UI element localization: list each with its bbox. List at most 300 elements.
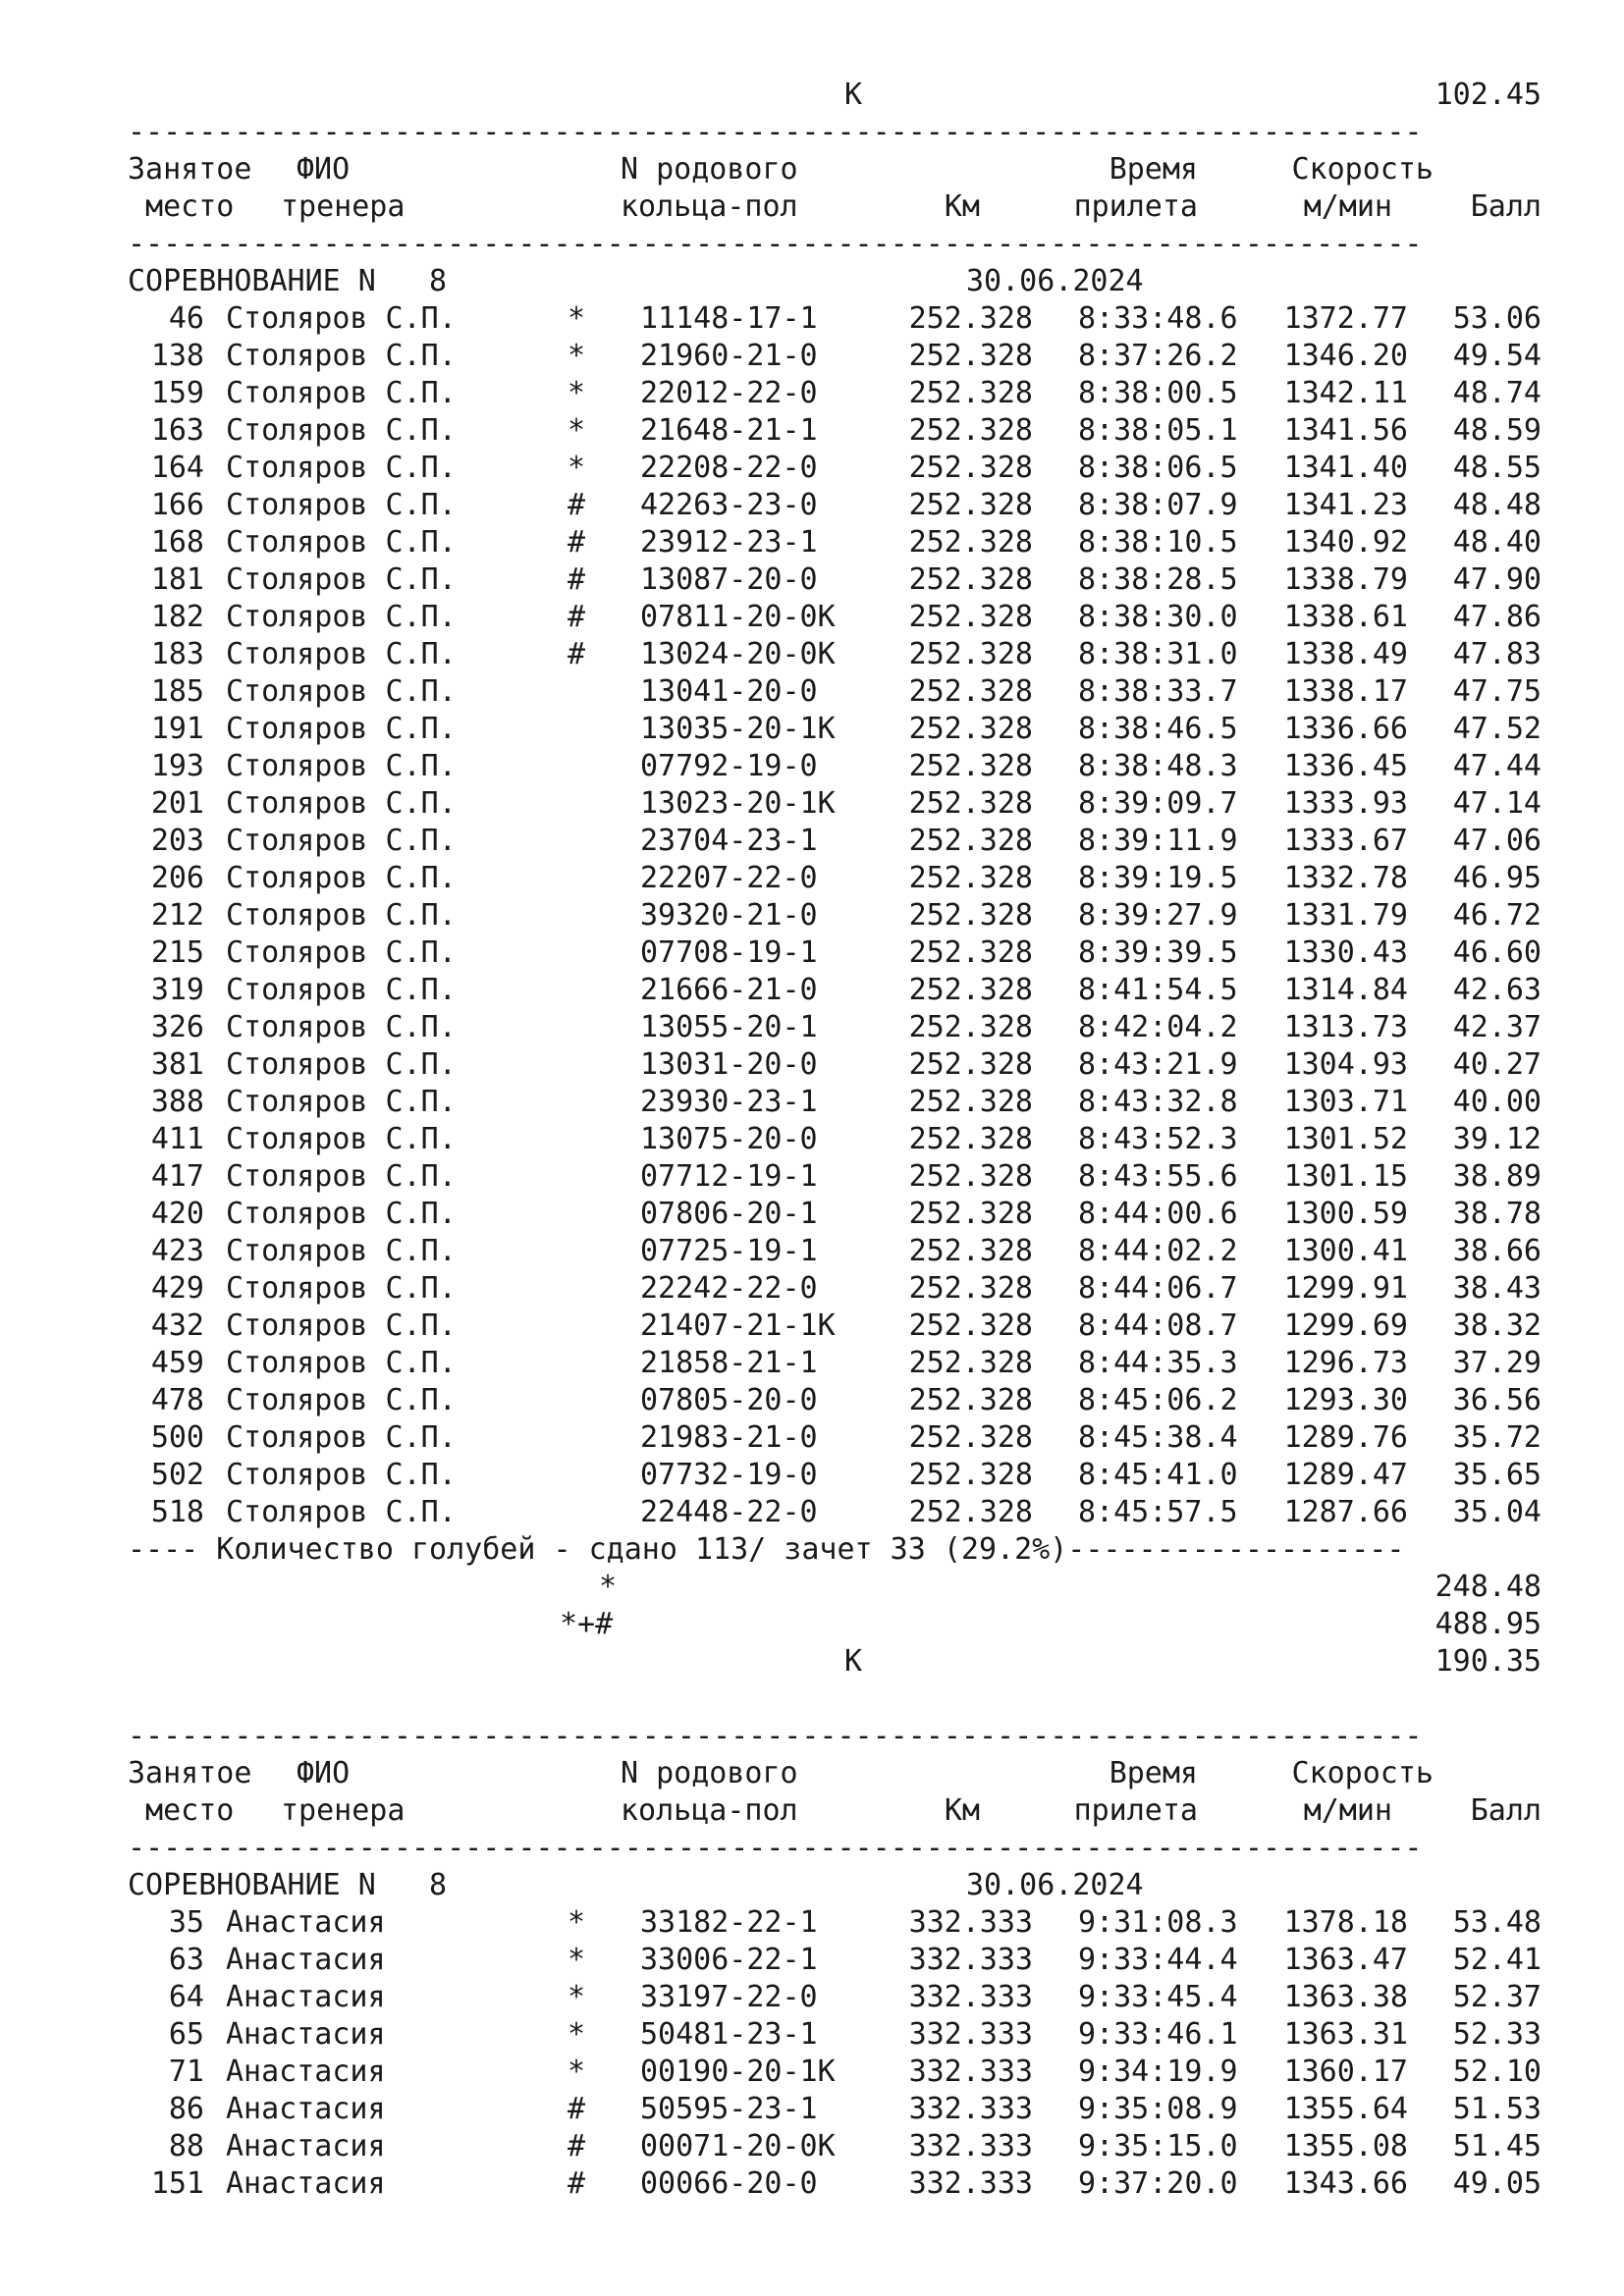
- score-cell: 42.63: [1452, 973, 1542, 1007]
- table-row: [128, 1121, 1542, 1158]
- trainer-name-cell: Столяров С.П.: [226, 339, 457, 373]
- pigeon-count-summary: [128, 1531, 1542, 1569]
- table-row: [128, 1009, 1542, 1046]
- header-fio: ФИО: [297, 152, 351, 187]
- arrival-time-cell: 8:38:05.1: [1078, 413, 1238, 448]
- header-rule-top: [128, 1718, 1542, 1755]
- mark-cell: #: [568, 525, 586, 560]
- arrival-time-cell: 8:38:46.5: [1078, 712, 1238, 746]
- km-cell: 252.328: [908, 1271, 1033, 1306]
- km-cell: 252.328: [908, 525, 1033, 560]
- ring-number-cell: 07708-19-1: [640, 935, 818, 970]
- trainer-name-cell: Столяров С.П.: [226, 861, 457, 895]
- km-cell: 252.328: [908, 935, 1033, 970]
- speed-cell: 1330.43: [1283, 935, 1408, 970]
- competition-line: [128, 1867, 1542, 1904]
- trainer-name-cell: Столяров С.П.: [226, 1346, 457, 1380]
- total-line: [128, 1606, 1542, 1643]
- place-cell: 502: [150, 1458, 204, 1492]
- trainer-name-cell: Столяров С.П.: [226, 1010, 457, 1044]
- km-cell: 252.328: [908, 376, 1033, 410]
- table-row: [128, 972, 1542, 1009]
- arrival-time-cell: 8:45:41.0: [1078, 1458, 1238, 1492]
- score-cell: 42.37: [1452, 1010, 1542, 1044]
- header-place: место: [128, 1793, 235, 1828]
- ring-number-cell: 00190-20-1К: [640, 2055, 836, 2089]
- arrival-time-cell: 8:33:48.6: [1078, 301, 1238, 336]
- trainer-name-cell: Столяров С.П.: [226, 1495, 457, 1529]
- speed-cell: 1303.71: [1283, 1085, 1408, 1119]
- ring-number-cell: 21983-21-0: [640, 1420, 818, 1455]
- speed-cell: 1338.79: [1283, 562, 1408, 597]
- ring-number-cell: 21666-21-0: [640, 973, 818, 1007]
- trainer-name-cell: Столяров С.П.: [226, 488, 457, 522]
- table-row: [128, 1084, 1542, 1121]
- table-row: [128, 2054, 1542, 2091]
- table-row: [128, 1494, 1542, 1531]
- speed-cell: 1343.66: [1283, 2166, 1408, 2201]
- ring-number-cell: 07792-19-0: [640, 749, 818, 783]
- score-cell: 47.14: [1452, 786, 1542, 821]
- trainer-name-cell: Анастасия: [226, 2166, 386, 2201]
- km-cell: 252.328: [908, 898, 1033, 933]
- total-value: 190.35: [1435, 1644, 1542, 1679]
- score-cell: 49.54: [1452, 339, 1542, 373]
- score-cell: 35.04: [1452, 1495, 1542, 1529]
- arrival-time-cell: 8:43:21.9: [1078, 1047, 1238, 1082]
- score-cell: 36.56: [1452, 1383, 1542, 1417]
- km-cell: 332.333: [908, 1905, 1033, 1940]
- arrival-time-cell: 8:39:19.5: [1078, 861, 1238, 895]
- place-cell: 151: [150, 2166, 204, 2201]
- mark-cell: *: [568, 2017, 586, 2052]
- total-label: K: [844, 1644, 863, 1679]
- trainer-name-cell: Анастасия: [226, 2092, 386, 2126]
- arrival-time-cell: 8:38:33.7: [1078, 674, 1238, 709]
- speed-cell: 1355.08: [1283, 2129, 1408, 2163]
- ring-number-cell: 22012-22-0: [640, 376, 818, 410]
- ring-number-cell: 07806-20-1: [640, 1197, 818, 1231]
- arrival-time-cell: 8:44:00.6: [1078, 1197, 1238, 1231]
- trainer-name-cell: Столяров С.П.: [226, 1047, 457, 1082]
- table-row: [128, 2165, 1542, 2203]
- ring-number-cell: 21648-21-1: [640, 413, 818, 448]
- score-cell: 46.95: [1452, 861, 1542, 895]
- score-cell: 48.48: [1452, 488, 1542, 522]
- km-cell: 252.328: [908, 1047, 1033, 1082]
- trainer-name-cell: Столяров С.П.: [226, 898, 457, 933]
- ring-number-cell: 42263-23-0: [640, 488, 818, 522]
- ring-number-cell: 22448-22-0: [640, 1495, 818, 1529]
- report-page: [128, 77, 1542, 2203]
- ring-number-cell: 13087-20-0: [640, 562, 818, 597]
- km-cell: 252.328: [908, 674, 1033, 709]
- ring-number-cell: 21960-21-0: [640, 339, 818, 373]
- table-row: [128, 1196, 1542, 1233]
- km-cell: 252.328: [908, 562, 1033, 597]
- table-row: [128, 1158, 1542, 1196]
- trainer-name-cell: Столяров С.П.: [226, 1420, 457, 1455]
- trainer-name-cell: Столяров С.П.: [226, 525, 457, 560]
- header-km: Км: [944, 189, 980, 224]
- trainer-name-cell: Анастасия: [226, 2129, 386, 2163]
- header-rule-bottom: [128, 1830, 1542, 1867]
- trainer-name-cell: Столяров С.П.: [226, 1458, 457, 1492]
- header-ring: N родового: [621, 1756, 798, 1790]
- place-cell: 206: [150, 861, 204, 895]
- header-rule-top: [128, 114, 1542, 151]
- arrival-time-cell: 9:33:46.1: [1078, 2017, 1238, 2052]
- ring-number-cell: 21407-21-1К: [640, 1308, 836, 1343]
- table-row: [128, 1233, 1542, 1270]
- table-row: [128, 338, 1542, 375]
- mark-cell: #: [568, 2092, 586, 2126]
- trainer-name-cell: Анастасия: [226, 2017, 386, 2052]
- table-row: [128, 748, 1542, 785]
- speed-cell: 1333.67: [1283, 824, 1408, 858]
- km-cell: 332.333: [908, 1943, 1033, 1977]
- place-cell: 459: [150, 1346, 204, 1380]
- score-cell: 48.40: [1452, 525, 1542, 560]
- arrival-time-cell: 8:38:48.3: [1078, 749, 1238, 783]
- mark-cell: *: [568, 1905, 586, 1940]
- table-row: [128, 785, 1542, 823]
- trainer-name-cell: Столяров С.П.: [226, 1159, 457, 1194]
- table-row: [128, 487, 1542, 524]
- table-row: [128, 300, 1542, 338]
- arrival-time-cell: 8:38:07.9: [1078, 488, 1238, 522]
- arrival-time-cell: 8:45:57.5: [1078, 1495, 1238, 1529]
- header-time: Время: [1109, 152, 1198, 187]
- table-row: [128, 2016, 1542, 2054]
- trainer-name-cell: Анастасия: [226, 2055, 386, 2089]
- score-cell: 51.45: [1452, 2129, 1542, 2163]
- arrival-time-cell: 9:33:44.4: [1078, 1943, 1238, 1977]
- ring-number-cell: 23704-23-1: [640, 824, 818, 858]
- mark-cell: *: [568, 1943, 586, 1977]
- trainer-name-cell: Столяров С.П.: [226, 973, 457, 1007]
- speed-cell: 1293.30: [1283, 1383, 1408, 1417]
- score-cell: 40.00: [1452, 1085, 1542, 1119]
- place-cell: 185: [150, 674, 204, 709]
- ring-number-cell: 07811-20-0К: [640, 600, 836, 634]
- header-speed: Скорость: [1291, 1756, 1434, 1790]
- total-label: *+#: [560, 1607, 614, 1641]
- table-row: [128, 860, 1542, 897]
- ring-number-cell: 33182-22-1: [640, 1905, 818, 1940]
- arrival-time-cell: 8:38:28.5: [1078, 562, 1238, 597]
- km-cell: 332.333: [908, 2166, 1033, 2201]
- trainer-name-cell: Столяров С.П.: [226, 1308, 457, 1343]
- place-cell: 65: [168, 2017, 204, 2052]
- ring-number-cell: 13031-20-0: [640, 1047, 818, 1082]
- mark-cell: *: [568, 376, 586, 410]
- place-cell: 181: [150, 562, 204, 597]
- header-ring: кольца-пол: [621, 1793, 798, 1828]
- km-cell: 332.333: [908, 2092, 1033, 2126]
- km-cell: 252.328: [908, 861, 1033, 895]
- arrival-time-cell: 8:39:27.9: [1078, 898, 1238, 933]
- table-row: [128, 599, 1542, 636]
- header-fio: ФИО: [297, 1756, 351, 1790]
- column-header-row: [128, 1755, 1542, 1792]
- speed-cell: 1300.41: [1283, 1234, 1408, 1268]
- arrival-time-cell: 9:34:19.9: [1078, 2055, 1238, 2089]
- place-cell: 191: [150, 712, 204, 746]
- mark-cell: *: [568, 413, 586, 448]
- speed-cell: 1338.61: [1283, 600, 1408, 634]
- place-cell: 163: [150, 413, 204, 448]
- header-score: Балл: [1470, 1793, 1542, 1828]
- speed-cell: 1340.92: [1283, 525, 1408, 560]
- ring-number-cell: 21858-21-1: [640, 1346, 818, 1380]
- km-cell: 252.328: [908, 786, 1033, 821]
- arrival-time-cell: 8:44:06.7: [1078, 1271, 1238, 1306]
- speed-cell: 1314.84: [1283, 973, 1408, 1007]
- trainer-name-cell: Столяров С.П.: [226, 1085, 457, 1119]
- table-row: [128, 1942, 1542, 1979]
- ring-number-cell: 33197-22-0: [640, 1980, 818, 2014]
- score-cell: 46.72: [1452, 898, 1542, 933]
- place-cell: 420: [150, 1197, 204, 1231]
- total-label: *: [599, 1570, 618, 1604]
- speed-cell: 1299.91: [1283, 1271, 1408, 1306]
- table-row: [128, 1046, 1542, 1084]
- place-cell: 193: [150, 749, 204, 783]
- competition-date: 30.06.2024: [966, 264, 1144, 298]
- score-cell: 53.48: [1452, 1905, 1542, 1940]
- mark-cell: #: [568, 600, 586, 634]
- score-cell: 47.86: [1452, 600, 1542, 634]
- table-row: [128, 1419, 1542, 1457]
- place-cell: 518: [150, 1495, 204, 1529]
- rule-dashes: -------------------------------------------------------------------------: [128, 115, 1423, 149]
- arrival-time-cell: 8:45:38.4: [1078, 1420, 1238, 1455]
- arrival-time-cell: 8:43:55.6: [1078, 1159, 1238, 1194]
- ring-number-cell: 00071-20-0К: [640, 2129, 836, 2163]
- ring-number-cell: 11148-17-1: [640, 301, 818, 336]
- arrival-time-cell: 8:38:30.0: [1078, 600, 1238, 634]
- trainer-name-cell: Анастасия: [226, 1943, 386, 1977]
- score-cell: 51.53: [1452, 2092, 1542, 2126]
- table-row: [128, 524, 1542, 561]
- trainer-name-cell: Столяров С.П.: [226, 712, 457, 746]
- place-cell: 215: [150, 935, 204, 970]
- table-row: [128, 412, 1542, 450]
- km-cell: 252.328: [908, 339, 1033, 373]
- km-cell: 332.333: [908, 1980, 1033, 2014]
- ring-number-cell: 00066-20-0: [640, 2166, 818, 2201]
- km-cell: 252.328: [908, 1495, 1033, 1529]
- ring-number-cell: 50481-23-1: [640, 2017, 818, 2052]
- header-fio: тренера: [281, 189, 406, 224]
- score-cell: 48.55: [1452, 451, 1542, 485]
- trainer-name-cell: Столяров С.П.: [226, 301, 457, 336]
- score-cell: 48.74: [1452, 376, 1542, 410]
- score-cell: 52.41: [1452, 1943, 1542, 1977]
- score-cell: 40.27: [1452, 1047, 1542, 1082]
- ring-number-cell: 33006-22-1: [640, 1943, 818, 1977]
- km-cell: 252.328: [908, 1122, 1033, 1156]
- score-cell: 38.32: [1452, 1308, 1542, 1343]
- total-value: 488.95: [1435, 1607, 1542, 1641]
- header-ring: N родового: [621, 152, 798, 187]
- arrival-time-cell: 8:38:31.0: [1078, 637, 1238, 671]
- score-cell: 35.65: [1452, 1458, 1542, 1492]
- arrival-time-cell: 8:41:54.5: [1078, 973, 1238, 1007]
- km-cell: 252.328: [908, 973, 1033, 1007]
- header-speed: Скорость: [1291, 152, 1434, 187]
- table-row: [128, 450, 1542, 487]
- table-row: [128, 1345, 1542, 1382]
- score-cell: 38.89: [1452, 1159, 1542, 1194]
- ring-number-cell: 13055-20-1: [640, 1010, 818, 1044]
- arrival-time-cell: 8:43:32.8: [1078, 1085, 1238, 1119]
- trainer-name-cell: Столяров С.П.: [226, 674, 457, 709]
- place-cell: 63: [168, 1943, 204, 1977]
- ring-number-cell: 13075-20-0: [640, 1122, 818, 1156]
- table-row: [128, 1979, 1542, 2016]
- km-cell: 252.328: [908, 1234, 1033, 1268]
- competition-date: 30.06.2024: [966, 1868, 1144, 1902]
- mark-cell: #: [568, 2166, 586, 2201]
- km-cell: 332.333: [908, 2129, 1033, 2163]
- header-score: Балл: [1470, 189, 1542, 224]
- arrival-time-cell: 8:39:39.5: [1078, 935, 1238, 970]
- coefficient-marker: K: [844, 78, 863, 112]
- km-cell: 252.328: [908, 1197, 1033, 1231]
- score-cell: 47.90: [1452, 562, 1542, 597]
- table-row: [128, 1457, 1542, 1494]
- km-cell: 332.333: [908, 2055, 1033, 2089]
- score-cell: 39.12: [1452, 1122, 1542, 1156]
- place-cell: 388: [150, 1085, 204, 1119]
- km-cell: 252.328: [908, 1159, 1033, 1194]
- trainer-name-cell: Столяров С.П.: [226, 1271, 457, 1306]
- ring-number-cell: 22242-22-0: [640, 1271, 818, 1306]
- column-header-row: [128, 151, 1542, 188]
- arrival-time-cell: 8:37:26.2: [1078, 339, 1238, 373]
- top-coefficient-line: [128, 77, 1542, 114]
- km-cell: 252.328: [908, 451, 1033, 485]
- header-speed: м/мин: [1303, 1793, 1392, 1828]
- place-cell: 182: [150, 600, 204, 634]
- score-cell: 52.33: [1452, 2017, 1542, 2052]
- table-row: [128, 1270, 1542, 1308]
- competition-label: СОРЕВНОВАНИЕ N 8: [128, 264, 448, 298]
- place-cell: 203: [150, 824, 204, 858]
- km-cell: 252.328: [908, 1420, 1033, 1455]
- speed-cell: 1313.73: [1283, 1010, 1408, 1044]
- trainer-name-cell: Столяров С.П.: [226, 600, 457, 634]
- arrival-time-cell: 9:31:08.3: [1078, 1905, 1238, 1940]
- speed-cell: 1300.59: [1283, 1197, 1408, 1231]
- trainer-name-cell: Столяров С.П.: [226, 1197, 457, 1231]
- place-cell: 168: [150, 525, 204, 560]
- trainer-name-cell: Столяров С.П.: [226, 1234, 457, 1268]
- score-cell: 37.29: [1452, 1346, 1542, 1380]
- ring-number-cell: 13035-20-1К: [640, 712, 836, 746]
- trainer-name-cell: Столяров С.П.: [226, 749, 457, 783]
- arrival-time-cell: 8:43:52.3: [1078, 1122, 1238, 1156]
- place-cell: 35: [168, 1905, 204, 1940]
- km-cell: 252.328: [908, 1308, 1033, 1343]
- table-row: [128, 711, 1542, 748]
- speed-cell: 1338.17: [1283, 674, 1408, 709]
- ring-number-cell: 13024-20-0К: [640, 637, 836, 671]
- mark-cell: *: [568, 301, 586, 336]
- arrival-time-cell: 8:42:04.2: [1078, 1010, 1238, 1044]
- header-place: Занятое: [128, 1756, 252, 1790]
- km-cell: 252.328: [908, 1085, 1033, 1119]
- place-cell: 381: [150, 1047, 204, 1082]
- speed-cell: 1332.78: [1283, 861, 1408, 895]
- header-ring: кольца-пол: [621, 189, 798, 224]
- score-cell: 47.83: [1452, 637, 1542, 671]
- ring-number-cell: 07725-19-1: [640, 1234, 818, 1268]
- score-cell: 52.10: [1452, 2055, 1542, 2089]
- score-cell: 47.44: [1452, 749, 1542, 783]
- speed-cell: 1341.23: [1283, 488, 1408, 522]
- speed-cell: 1296.73: [1283, 1346, 1408, 1380]
- mark-cell: #: [568, 2129, 586, 2163]
- km-cell: 252.328: [908, 1010, 1033, 1044]
- speed-cell: 1333.93: [1283, 786, 1408, 821]
- mark-cell: *: [568, 2055, 586, 2089]
- speed-cell: 1336.45: [1283, 749, 1408, 783]
- arrival-time-cell: 8:38:06.5: [1078, 451, 1238, 485]
- score-cell: 48.59: [1452, 413, 1542, 448]
- header-time: прилета: [1073, 189, 1198, 224]
- trainer-name-cell: Столяров С.П.: [226, 451, 457, 485]
- km-cell: 252.328: [908, 712, 1033, 746]
- km-cell: 252.328: [908, 1458, 1033, 1492]
- rule-dashes: -------------------------------------------------------------------------: [128, 227, 1423, 261]
- header-time: Время: [1109, 1756, 1198, 1790]
- speed-cell: 1304.93: [1283, 1047, 1408, 1082]
- trainer-name-cell: Столяров С.П.: [226, 376, 457, 410]
- column-header-row: [128, 1792, 1542, 1830]
- place-cell: 86: [168, 2092, 204, 2126]
- header-km: Км: [944, 1793, 980, 1828]
- speed-cell: 1342.11: [1283, 376, 1408, 410]
- score-cell: 38.43: [1452, 1271, 1542, 1306]
- score-cell: 47.75: [1452, 674, 1542, 709]
- arrival-time-cell: 8:44:08.7: [1078, 1308, 1238, 1343]
- mark-cell: *: [568, 1980, 586, 2014]
- place-cell: 183: [150, 637, 204, 671]
- place-cell: 326: [150, 1010, 204, 1044]
- header-speed: м/мин: [1303, 189, 1392, 224]
- speed-cell: 1299.69: [1283, 1308, 1408, 1343]
- place-cell: 71: [168, 2055, 204, 2089]
- place-cell: 159: [150, 376, 204, 410]
- mark-cell: #: [568, 562, 586, 597]
- place-cell: 429: [150, 1271, 204, 1306]
- competition-line: [128, 263, 1542, 300]
- km-cell: 252.328: [908, 301, 1033, 336]
- score-cell: 35.72: [1452, 1420, 1542, 1455]
- speed-cell: 1301.52: [1283, 1122, 1408, 1156]
- competition-label: СОРЕВНОВАНИЕ N 8: [128, 1868, 448, 1902]
- table-row: [128, 934, 1542, 972]
- ring-number-cell: 13023-20-1К: [640, 786, 836, 821]
- table-row: [128, 2128, 1542, 2165]
- speed-cell: 1378.18: [1283, 1905, 1408, 1940]
- ring-number-cell: 13041-20-0: [640, 674, 818, 709]
- trainer-name-cell: Столяров С.П.: [226, 786, 457, 821]
- place-cell: 432: [150, 1308, 204, 1343]
